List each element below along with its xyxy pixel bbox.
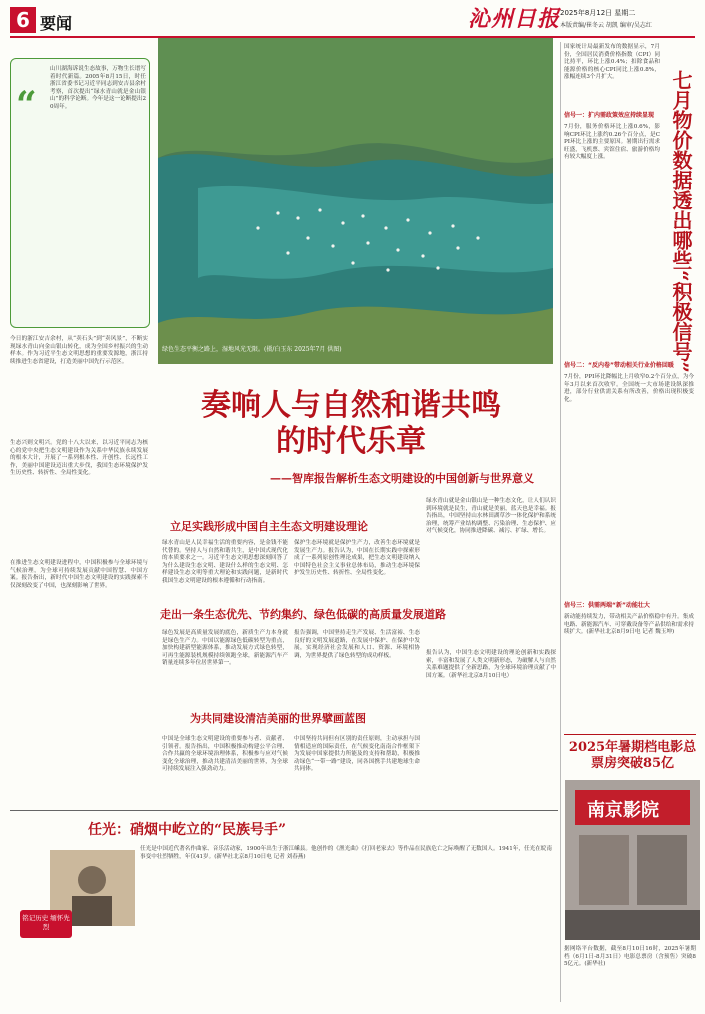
memorial-badge: 铭记历史 缅怀先烈 [20, 910, 72, 938]
right-kicker-3: 信号三：供需两端“新”动能壮大 [564, 602, 650, 609]
cinema-photo [565, 780, 700, 940]
subheadline: ——智库报告解析生态文明建设的中国创新与世界意义 [270, 472, 534, 485]
headline-line-1: 奏响人与自然和谐共鸣 [201, 388, 501, 423]
left-body-1: 今日的浙江安吉余村，从“卖石头”到“卖风景”，不断实现绿水青山向金山银山转化，成为全国乡村振兴的生动样本。作为习近平生态文明思想的重要发源地，浙江持续推进生态省建设，打造美丽中国先行示范区。 [10, 336, 148, 365]
box-office-headline: 2025年暑期档电影总票房突破85亿 [568, 740, 697, 771]
left-body-2: 生态兴则文明兴。党的十八大以来，以习近平同志为核心的党中央把生态文明建设作为关系中华民族永续发展的根本大计，开展了一系列根本性、开创性、长远性工作，美丽中国建设迈出重大步伐，我国生态环境保护发生历史性、转折性、全局性变化。 [10, 440, 148, 477]
photo-caption: 绿色生态平衡之路上，湿地风光无限。(摄/白玉东 2025年7月 供图) [162, 346, 342, 353]
right-body-4: 新动能持续发力，带动相关产品价格稳中有升。集成电路、新能源汽车、可穿戴设备等产品供给和需求持续扩大。(新华社北京8月9日电 记者 魏玉坤) [564, 614, 694, 636]
main-headline [196, 388, 506, 460]
col-6: 中国是全球生态文明建设的重要参与者、贡献者、引领者。报告指出，中国积极推动构建公平合理、合作共赢的全球环境治理体系，积极参与应对气候变化全球治理，推动共建清洁美丽的世界，为全球可持续发展注入强劲动力。 [162, 736, 288, 773]
quote-mark-icon: “ [16, 84, 37, 126]
col-8: 报告认为，中国生态文明建设的理论创新和实践探索，丰富和发展了人类文明新形态，为破解人与自然关系难题提供了全新思路，为全球环境治理贡献了中国方案。（新华社北京8月10日电） [426, 650, 556, 679]
headline-line-2: 的时代乐章 [276, 424, 426, 459]
right-headline: 七月物价数据透出哪些“积极信号” [669, 70, 693, 374]
right-column-divider [560, 42, 561, 1002]
right-body-1: 国家统计局最新发布的数据显示，7月份，全国居民消费价格指数（CPI）同比持平，环比上涨0.4%；扣除食品和能源价格的核心CPI同比上涨0.8%，涨幅连续3个月扩大。 [564, 44, 660, 81]
right-kicker-1: 信号一：扩内需政策效应持续显现 [564, 112, 655, 119]
wetland-photo [158, 38, 553, 364]
col-3: 绿水青山就是金山银山是一种生态文化，让人们认识到环境就是民生，青山就是美丽，蓝天也是幸福。报告指出，中国坚持山水林田湖草沙一体化保护和系统治理，统筹产业结构调整、污染治理、生态保护、应对气候变化，协同推进降碳、减污、扩绿、增长。 [426, 498, 556, 535]
section-name: 要闻 [40, 14, 73, 33]
col-7: 中国坚持共同但有区别的责任原则，主动承担与国情相适应的国际责任，在气候变化南南合作框架下为发展中国家提供力所能及的支持和帮助，积极推动绿色“一带一路”建设，同各国携手共建地球生命共同体。 [294, 736, 420, 773]
wetland-photo-art [158, 38, 553, 364]
issue-date: 2025年8月12日 星期二 [560, 9, 636, 17]
section-head-1: 立足实践形成中国自主生态文明建设理论 [170, 520, 368, 533]
newspaper-brand: 沁州日报 [468, 6, 561, 32]
quote-text: 山川湖海诉说生态故事，万物生长谱写着时代新篇。2005年8月15日，时任浙江省委书记习近平同志到安吉县余村考察，首次提出“绿水青山就是金山银山”的科学论断。今年是这一论断提出20周年。 [50, 66, 146, 110]
renjin-headline: 任光：硝烟中屹立的“民族号手” [88, 822, 287, 838]
right-body-3: 7月份，PPI环比降幅比上月收窄0.2个百分点，为今年3月以来首次收窄。全国统一大市场建设纵深推进，部分行业供需关系有所改善，价格出现积极变化。 [564, 374, 694, 403]
left-body-3: 在推进生态文明建设进程中，中国积极参与全球环境与气候治理，为全球可持续发展贡献中国智慧、中国方案。报告指出，新时代中国生态文明建设的实践探索不仅深刻改变了中国，也深刻影响了世界。 [10, 560, 148, 589]
section-head-2: 走出一条生态优先、节约集约、绿色低碳的高质量发展道路 [160, 608, 446, 621]
renjin-body: 任光是中国近代著名作曲家、音乐活动家，1900年出生于浙江嵊县。他创作的《渔光曲》《打回老家去》等作品在民族危亡之际唤醒了无数国人。1941年，任光在皖南事变中壮烈牺牲，年仅41岁。(新华社北京8月10日电 记者 刘春燕) [140, 846, 552, 860]
box-office-body: 据网络平台数据，截至8月10日16时，2025年暑期档（6月1日-8月31日）电影总票房（含预售）突破85亿元。(新华社) [564, 946, 696, 968]
box-office-rule [564, 734, 696, 735]
col-1: 绿水青山是人民幸福生活的重要内容，是金钱不能代替的。坚持人与自然和谐共生，是中国式现代化的本质要求之一。习近平生态文明思想深刻回答了为什么建设生态文明、建设什么样的生态文明、怎样建设生态文明等重大理论和实践问题，是新时代我国生态文明建设的根本遵循和行动指南。 [162, 540, 288, 584]
bottom-section-rule [10, 810, 558, 811]
editors-line: 本版责编/崔冬云 胡凯 编审/吴志红 [560, 22, 652, 29]
right-kicker-2: 信号二：“反内卷”带动相关行业价格回暖 [564, 362, 674, 369]
section-head-3: 为共同建设清洁美丽的世界擘画蓝图 [190, 712, 366, 725]
section-number: 6 [10, 7, 36, 33]
cinema-sign-text: 南京影院 [587, 800, 659, 821]
right-body-2: 7月份，服务价格环比上涨0.6%，影响CPI环比上涨约0.26个百分点，是CPI环比上涨的主要原因。暑期出行需求旺盛，飞机票、宾馆住宿、旅游价格均有较大幅度上涨。 [564, 124, 660, 161]
col-2: 保护生态环境就是保护生产力，改善生态环境就是发展生产力。报告认为，中国在长期实践中探索形成了一系列原创性理论成果，把生态文明建设纳入中国特色社会主义事业总体布局，推动生态环境保护发生历史性、转折性、全局性变化。 [294, 540, 420, 577]
col-4: 绿色发展是高质量发展的底色，新质生产力本身就是绿色生产力。中国以能源绿色低碳转型为重点，加快构建新型能源体系，推动发展方式绿色转型，可再生能源装机规模持续领跑全球，新能源汽车产销量连续多年位居世界第一。 [162, 630, 288, 667]
col-5: 报告强调，中国坚持走生产发展、生活富裕、生态良好的文明发展道路，在发展中保护、在保护中发展，实现经济社会发展和人口、资源、环境相协调，为世界提供了绿色转型的成功样板。 [294, 630, 420, 659]
